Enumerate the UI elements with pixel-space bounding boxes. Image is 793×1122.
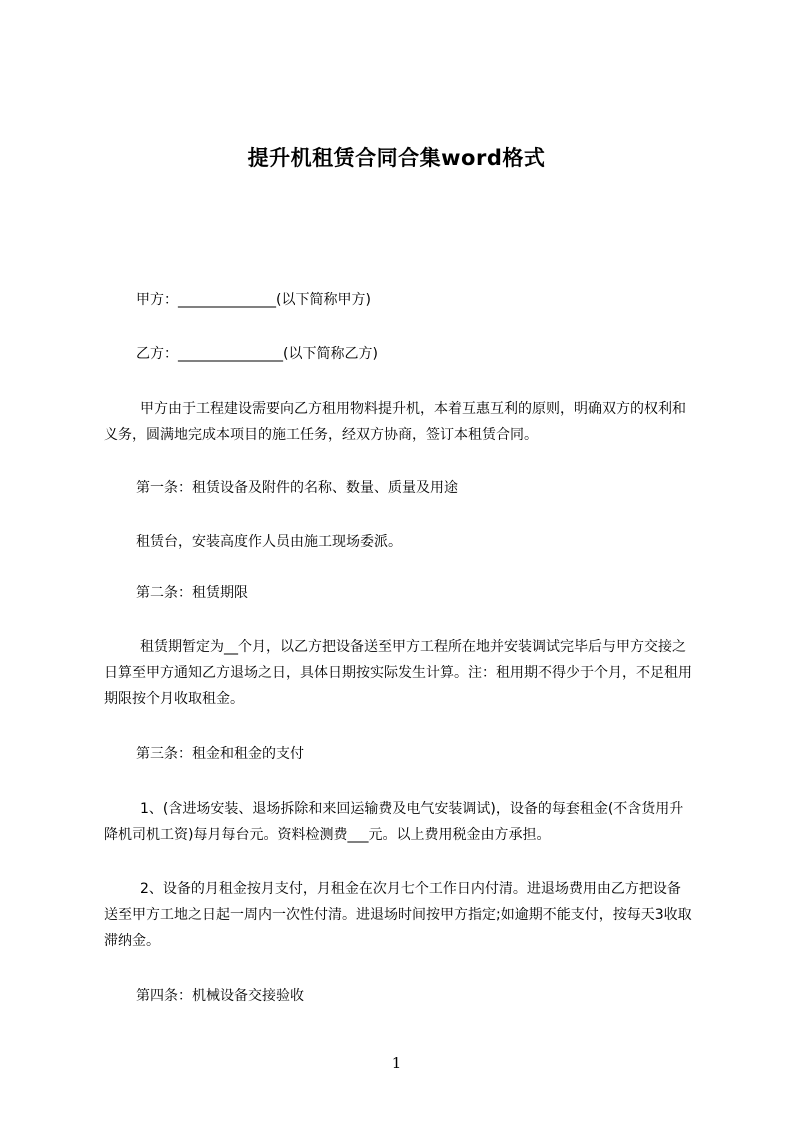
article-2-heading: 第二条：租赁期限 <box>136 585 248 601</box>
article-1-heading: 第一条：租赁设备及附件的名称、数量、质量及用途 <box>136 480 458 496</box>
contract-intro: 甲方由于工程建设需要向乙方租用物料提升机，本着互惠互利的原则，明确双方的权利和义务，圆满地完成本项目的施工任务，经双方协商，签订本租赁合同。 <box>104 401 686 443</box>
party-a-line: 甲方：______________(以下简称甲方) <box>136 292 371 308</box>
party-b-line: 乙方：_______________(以下简称乙方) <box>136 346 378 362</box>
article-4-heading: 第四条：机械设备交接验收 <box>136 988 304 1004</box>
article-3-item-2: 2、设备的月租金按月支付，月租金在次月七个工作日内付清。进退场费用由乙方把设备送至甲方工地之日起一周内一次性付清。进退场时间按甲方指定;如逾期不能支付，按每天3收取滞纳金。 <box>104 881 692 949</box>
article-3-item-1: 1、(含进场安装、退场拆除和来回运输费及电气安装调试)，设备的每套租金(不含货用升降机司机工资)每月每台元。资料检测费___元。以上费用税金由方承担。 <box>104 801 684 843</box>
article-1-body: 租赁台，安装高度作人员由施工现场委派。 <box>136 534 402 550</box>
article-2-body: 租赁期暂定为__个月，以乙方把设备送至甲方工程所在地并安装调试完毕后与甲方交接之日算至甲方通知乙方退场之日，具体日期按实际发生计算。注：租用期不得少于个月，不足租用期限按个月收取租金。 <box>104 639 692 707</box>
document-title: 提升机租赁合同合集word格式 <box>247 146 546 170</box>
page-number: 1 <box>391 1054 402 1072</box>
article-3-heading: 第三条：租金和租金的支付 <box>136 746 304 762</box>
